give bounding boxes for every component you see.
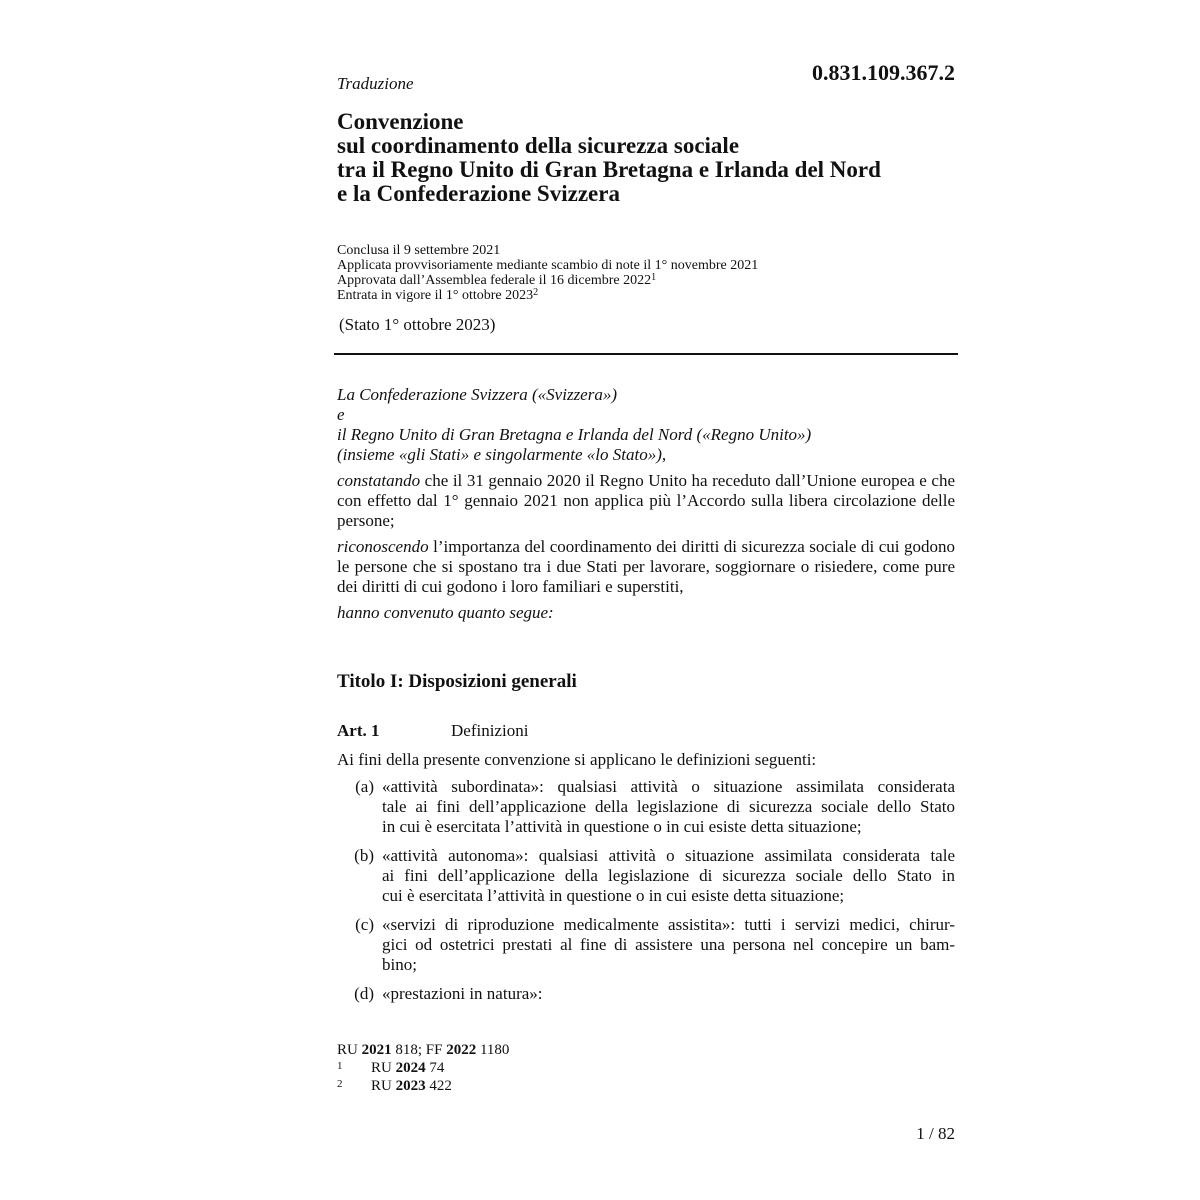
page-number: 1 / 82 [916,1124,955,1143]
list-item-label: (a) [355,777,374,796]
preamble [337,385,955,623]
footnote-ref-2[interactable]: 2 [533,287,539,298]
title-line: sul coordinamento della sicurezza sociale [337,133,740,158]
article-intro: Ai fini della presente convenzione si applicano le definizioni seguenti: [337,750,817,769]
footnote-ref-1[interactable]: 1 [651,272,657,283]
approved-date: Approvata dall’Assemblea federale il 16 dicembre 2022$^1$ [337,272,657,288]
conjunction: e [337,405,345,424]
list-item-label: (c) [355,915,374,934]
list-item [337,915,955,975]
in-force-date: Entrata in vigore il 1° ottobre 2023$^2$ [337,287,539,303]
recital-riconoscendo: riconoscendo l’importanza del coordinamento dei diritti di sicurezza sociale di cui godono le persone che si spostano tra i due Stati per lavorare, soggiornare o risiedere, come pure dei diritti di cui godono i loro familiari e superstiti, [337,537,955,596]
list-item-text: «attività autonoma»: qualsiasi attività o situazione assimilata considerata tale ai fini dell’applicazione della legislazione di sicurezza sociale dello Stato in cui è esercitata l’attività in questione o in cui esiste detta situazione; [382,846,955,905]
list-item-text: «prestazioni in natura»: [382,984,543,1003]
parties-collective: (insieme «gli Stati» e singolarmente «lo Stato»), [337,445,667,464]
section-heading: Titolo I: Disposizioni generali [337,671,577,692]
document-metadata [337,243,977,303]
concluded-date: Conclusa il 9 settembre 2021 [337,243,501,258]
definitions-list [337,777,955,1013]
article-title: Definizioni [451,721,529,740]
header-divider [334,353,958,355]
document-title [337,110,977,206]
list-item-label: (b) [354,846,374,865]
party-united-kingdom: il Regno Unito di Gran Bretagna e Irlanda del Nord («Regno Unito») [337,425,812,444]
party-switzerland: La Confederazione Svizzera («Svizzera») [337,385,618,404]
applied-date: Applicata provvisoriamente mediante scambio di note il 1° novembre 2021 [337,258,759,273]
title-line: tra il Regno Unito di Gran Bretagna e Irlanda del Nord [337,157,881,182]
list-item-label: (d) [354,984,374,1003]
footnotes [337,1042,509,1094]
list-item [337,846,955,906]
list-item [337,984,955,1004]
article-heading [337,721,528,741]
preamble-closing: hanno convenuto quanto segue: [337,603,554,622]
source-reference: RU 2021 818; FF 2022 1180 [337,1042,510,1058]
translation-label: Traduzione [337,74,414,93]
title-line: Convenzione [337,109,464,134]
document-number: 0.831.109.367.2 [812,60,955,85]
footnote-2: 2 RU 2023 422 [337,1078,452,1094]
recital-constatando: constatando che il 31 gennaio 2020 il Regno Unito ha receduto dall’Unione europea e che con effetto dal 1° gennaio 2021 non applica più l’Accordo sulla libera circolazione delle persone; [337,471,955,530]
article-number: Art. 1 [337,721,380,740]
status-date: (Stato 1° ottobre 2023) [339,315,496,334]
list-item-text: «attività subordinata»: qualsiasi attività o situazione assimilata considerata tale ai fini dell’applicazione della legislazione di sicurezza sociale dello Stato in cui è esercitata l’attività in questione o in cui esiste detta situazione; [382,777,955,836]
title-line: e la Confederazione Svizzera [337,181,620,206]
footnote-1: 1 RU 2024 74 [337,1060,445,1076]
list-item [337,777,955,837]
list-item-text: «servizi di riproduzione medicalmente assistita»: tutti i servizi medici, chirur- gici od ostetrici prestati al fine di assistere una persona nel concepire un bam- bino; [382,915,955,974]
